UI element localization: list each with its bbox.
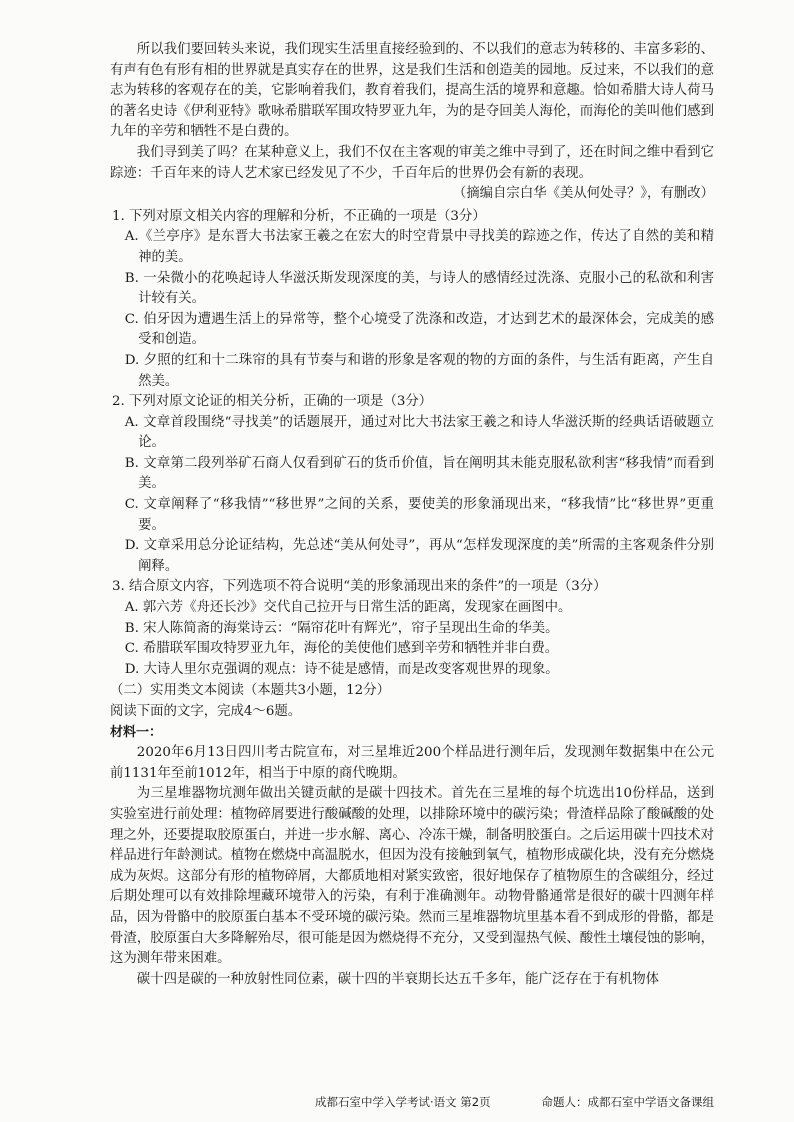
material-label: 材料一： bbox=[110, 724, 163, 740]
material-paragraph-3: 碳十四是碳的一种放射性同位素，碳十四的半衰期长达五千多年，能广泛存在于有机物体 bbox=[136, 971, 660, 987]
question-stem: 3. 结合原文内容，下列选项不符合说明“美的形象涌现出来的条件”的一项是（3分） bbox=[112, 579, 607, 595]
option-c: C. 伯牙因为遭遇生活上的异常等，整个心境受了洗涤和改造，才达到艺术的最深体会，完成美的感受和创造。 bbox=[124, 311, 714, 348]
option-d: D. 文章采用总分论证结构，先总述“美从何处寻”，再从“怎样发现深度的美”所需的主客观条件分别阐释。 bbox=[124, 538, 714, 574]
question-stem: 1. 下列对原文相关内容的理解和分析，不正确的一项是（3分） bbox=[112, 208, 486, 224]
option-c: C. 希腊联军围攻特罗亚九年，海伦的美使他们感到辛劳和牺牲并非白费。 bbox=[124, 641, 559, 657]
question-2 bbox=[110, 392, 714, 577]
footer-author: 命题人：成都石室中学语文备课组 bbox=[541, 1095, 714, 1109]
material-paragraph-1: 2020年6月13日四川考古院宣布，对三星堆近200个样品进行测年后，发现测年数据集中在公元前1131年至前1012年，相当于中原的商代晚期。 bbox=[110, 745, 714, 781]
material-paragraph-2: 为三星堆器物坑测年做出关键贡献的是碳十四技术。首先在三星堆的每个坑选出10份样品，送到实验室进行前处理：植物碎屑要进行酸碱酸的处理，以排除环境中的碳污染；骨渣样品除了酸碱酸的处理之外，还要提取胶原蛋白，并进一步水解、离心、冷冻干燥，制备明胶蛋白。之后运用碳十四技术对样品进行年龄测试。植物在燃烧中高温脱水，但因为没有接触到氧气，植物形成碳化块，没有充分燃烧成为灰烬。这部分有形的植物碎屑，大都质地相对紧实致密，很好地保存了植物原生的含碳组分，经过后期处理可以有效排除埋藏环境带入的污染，有利于准确测年。动物骨骼通常是很好的碳十四测年样品，因为骨骼中的胶原蛋白基本不受环境的碳污染。然而三星堆器物坑里基本看不到成形的骨骼，都是骨渣，胶原蛋白大多降解殆尽，很可能是因为燃烧得不充分，又受到湿热气候、酸性土壤侵蚀的影响，这为测年带来困难。 bbox=[110, 786, 714, 967]
option-b: B. 宋人陈简斋的海棠诗云：“隔帘花叶有辉光”，帘子呈现出生命的华美。 bbox=[124, 620, 559, 636]
body-paragraph-2: 我们寻到美了吗？在某种意义上，我们不仅在主客观的审美之维中寻到了，还在时间之维中看到它踪迹：千百年来的诗人艺术家已经发见了不少，千百年后的世界仍会有新的表现。 bbox=[110, 144, 714, 181]
option-d: D. 大诗人里尔克强调的观点：诗不徒是感情，而是改变客观世界的现象。 bbox=[124, 661, 559, 677]
option-d: D. 夕照的红和十二珠帘的具有节奏与和谐的形象是客观的物的方面的条件，与生活有距离，产生自然美。 bbox=[124, 352, 714, 389]
option-a: A. 郭六芳《舟还长沙》交代自己拉开与日常生活的距离，发现家在画图中。 bbox=[124, 600, 572, 616]
question-1 bbox=[110, 207, 714, 392]
footer-page-label: 成都石室中学入学考试·语文 第2页 bbox=[315, 1095, 491, 1109]
section-instruction: 阅读下面的文字，完成4～6题。 bbox=[110, 704, 302, 719]
source-citation: （摘编自宗白华《美从何处寻？》，有删改） bbox=[452, 186, 714, 202]
body-paragraph-1: 所以我们要回转头来说，我们现实生活里直接经验到的、不以我们的意志为转移的、丰富多彩的、有声有色有形有相的世界就是真实存在的世界，这是我们生活和创造美的园地。反过来，不以我们的意志为转移的客观存在的美，它影响着我们，教育着我们，提高生活的境界和意趣。恰如希腊大诗人荷马的著名史诗《伊利亚特》歌咏希腊联军围攻特罗亚九年，为的是夺回美人海伦，而海伦的美叫他们感到九年的辛劳和牺牲不是白费的。 bbox=[110, 42, 714, 140]
question-3 bbox=[110, 577, 714, 680]
option-a: A.《兰亭序》是东晋大书法家王羲之在宏大的时空背景中寻找美的踪迹之作，传达了自然的美和精神的美。 bbox=[124, 229, 714, 265]
option-c: C. 文章阐释了“移我情”“移世界”之间的关系，要使美的形象涌现出来，“移我情”比“移世界”更重要。 bbox=[124, 497, 714, 533]
option-b: B. 一朵微小的花唤起诗人华滋沃斯发现深度的美，与诗人的感情经过洗涤、克服小己的私欲和利害计较有关。 bbox=[124, 270, 714, 307]
section-2 bbox=[110, 681, 714, 990]
section-heading: （二）实用类文本阅读（本题共3小题，12分） bbox=[110, 683, 390, 699]
option-b: B. 文章第二段列举矿石商人仅看到矿石的货币价值，旨在阐明其未能克服私欲利害“移我情”而看到美。 bbox=[124, 455, 714, 492]
option-a: A. 文章首段围绕“寻找美”的话题展开，通过对比大书法家王羲之和诗人华滋沃斯的经典话语破题立论。 bbox=[124, 414, 714, 451]
question-stem: 2. 下列对原文论证的相关分析，正确的一项是（3分） bbox=[112, 394, 433, 410]
